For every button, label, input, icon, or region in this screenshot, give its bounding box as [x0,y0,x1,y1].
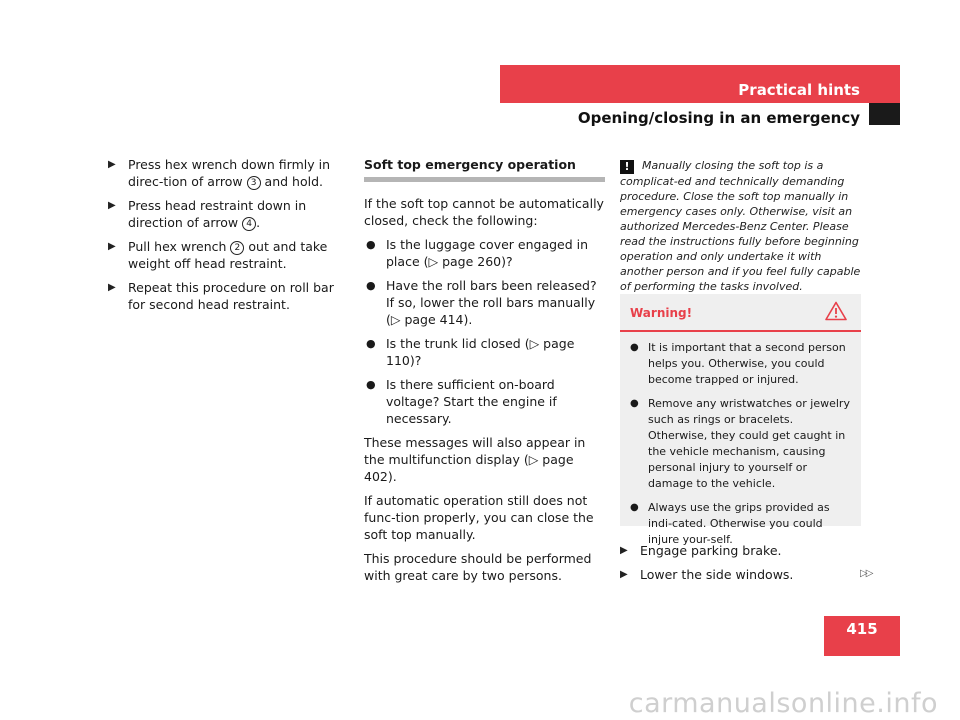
header-corner-block [869,103,900,125]
arrow-right-icon: ▶ [108,200,116,211]
warning-item [630,500,851,548]
heading-rule [364,177,605,182]
warning-header [620,294,861,332]
check-text: Have the roll bars been released? If so, lower the roll bars manually (▷ page 414). [386,278,597,327]
step-text [128,156,352,190]
step-text-part: . [256,215,261,230]
step-text: Lower the side windows. [640,567,794,582]
intro-paragraph: If the soft top cannot be automatically closed, check the following: [364,196,604,228]
step-item [620,566,862,583]
warning-text: Always use the grips provided as indi-cated. Otherwise you could injure your-self. [648,501,830,546]
step-item [620,542,862,559]
check-item [364,376,605,427]
messages-paragraph: These messages will also appear in the multifunction display (▷ page 402). [364,435,586,484]
caution-note [620,158,862,294]
warning-text: It is important that a second person helps you. Otherwise, you could become trapped or injured. [648,341,846,386]
arrow-right-icon: ▶ [620,569,628,580]
step-item [108,156,352,190]
circled-number: 2 [230,241,244,255]
step-item [108,197,352,231]
bullet-icon: ● [366,378,376,391]
arrow-right-icon: ▶ [620,545,628,556]
circled-number: 4 [242,217,256,231]
left-column [108,156,352,320]
middle-column [364,156,605,591]
arrow-right-icon: ▶ [108,159,116,170]
check-item [364,277,605,328]
circled-number: 3 [247,176,261,190]
page-number-box [824,616,900,656]
step-text-part: and hold. [260,174,323,189]
warning-item [630,396,851,492]
step-text: Engage parking brake. [640,543,782,558]
step-item [108,238,352,272]
arrow-right-icon: ▶ [108,282,116,293]
right-steps [620,542,862,590]
warning-text: Remove any wristwatches or jewelry such as rings or bracelets. Otherwise, they could get caught in the vehicle mechanism, causing personal injury to yourself or damage to the vehicle. [648,397,850,490]
bullet-icon: ● [630,502,639,513]
watermark: carmanualsonline.info [628,688,938,719]
arrow-right-icon: ▶ [108,241,116,252]
step-text: Repeat this procedure on roll bar for second head restraint. [128,280,334,312]
check-text: Is the trunk lid closed (▷ page 110)? [386,336,575,368]
bullet-icon: ● [630,342,639,353]
bullet-icon: ● [366,238,376,251]
warning-list [620,332,861,548]
exclamation-icon: ! [620,160,634,174]
page-subtitle: Opening/closing in an emergency [577,109,860,127]
check-text: Is there sufficient on-board voltage? Start the engine if necessary. [386,377,557,426]
care-paragraph: This procedure should be performed with great care by two persons. [364,551,592,583]
check-item [364,335,605,369]
warning-box [620,294,861,546]
page-number: 415 [846,620,878,638]
warning-label: Warning! [630,306,693,320]
bullet-icon: ● [366,337,376,350]
warning-triangle-icon [825,301,847,321]
check-text: Is the luggage cover engaged in place (▷ page 260)? [386,237,589,269]
check-item [364,236,605,270]
step-item [108,279,352,313]
step-text [128,238,352,272]
bullet-icon: ● [630,398,639,409]
manual-paragraph: If automatic operation still does not func-tion properly, you can close the soft top manually. [364,493,594,542]
continue-icon: ▷▷ [860,568,872,579]
step-text-part: Pull hex wrench [128,239,231,254]
step-text [128,197,352,231]
note-text: Manually closing the soft top is a complicat-ed and technically demanding procedure. Close the soft top manually in emergency cases only. Otherwise, visit an authorized Mercedes-Benz Center. Please read the instructions fully before beginning operation and only undertake it with another person and if you feel fully capable of performing the tasks involved. [620,159,861,293]
section-title: Practical hints [738,81,860,99]
bullet-icon: ● [366,279,376,292]
step-text-part: Press head restraint down in direction of arrow [128,198,307,230]
step-text-part: Press hex wrench down firmly in direc-tion of arrow [128,157,331,189]
step-text-part: out and take weight off head restraint. [128,239,328,271]
warning-item [630,340,851,388]
soft-top-heading: Soft top emergency operation [364,157,576,172]
